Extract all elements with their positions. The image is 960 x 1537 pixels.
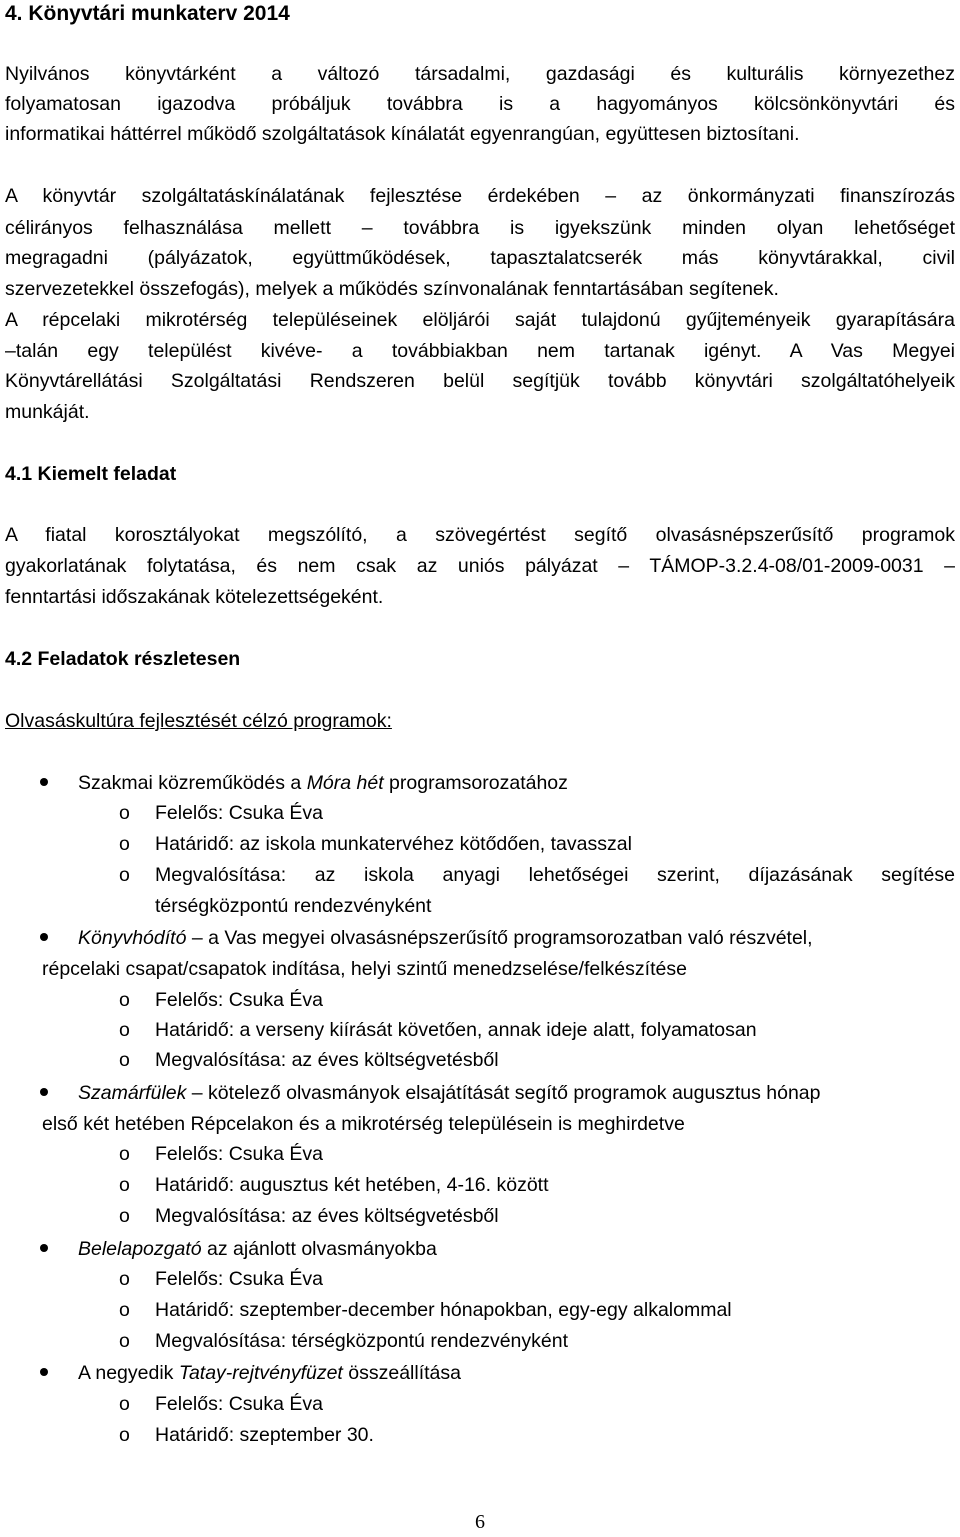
para2-line-4: szervezetekkel összefogás), melyek a működés színvonalának fenntartásában segítenek. xyxy=(5,278,779,300)
item-2-cont: répcelaki csapat/csapatok indítása, helyi szintű menedzselése/felkészítése xyxy=(42,958,687,980)
bullet-icon xyxy=(40,1244,48,1252)
item-1-deadline: Határidő: az iskola munkatervéhez kötődően, tavasszal xyxy=(155,833,632,855)
item-1-implementation: Megvalósítása: az iskola anyagi lehetőségei szerint, díjazásának segítése xyxy=(155,864,955,886)
para2-line-3: megragadni (pályázatok, együttműködések, tapasztalatcserék más könyvtárakkal, civil xyxy=(5,247,955,269)
item-2-implementation: Megvalósítása: az éves költségvetésből xyxy=(155,1049,499,1071)
sub-marker: o xyxy=(119,989,130,1011)
page-number: 6 xyxy=(475,1511,485,1533)
bullet-icon xyxy=(40,1088,48,1096)
sub-marker: o xyxy=(119,1424,130,1446)
item-3: Szamárfülek – kötelező olvasmányok elsajátítását segítő programok augusztus hónap xyxy=(78,1082,821,1104)
section-41-line-3: fenntartási időszakának kötelezettségeként. xyxy=(5,586,384,608)
sub-marker: o xyxy=(119,864,130,886)
sub-marker: o xyxy=(119,1393,130,1415)
item-1-implementation-cont: térségközpontú rendezvényként xyxy=(155,895,432,917)
para2-line-2: célirányos felhasználása mellett – továbbra is igyekszünk minden olyan lehetőséget xyxy=(5,217,955,239)
item-2-deadline: Határidő: a verseny kiírását követően, annak ideje alatt, folyamatosan xyxy=(155,1019,757,1041)
section-41-line-2: gyakorlatának folytatása, és nem csak az uniós pályázat – TÁMOP-3.2.4-08/01-2009-0031 – xyxy=(5,555,955,577)
item-5-responsible: Felelős: Csuka Éva xyxy=(155,1393,323,1415)
item-4: Belelapozgató az ajánlott olvasmányokba xyxy=(78,1238,437,1260)
sub-marker: o xyxy=(119,1268,130,1290)
section-41-line-1: A fiatal korosztályokat megszólító, a szövegértést segítő olvasásnépszerűsítő programok xyxy=(5,524,955,546)
para2-line-1: A könyvtár szolgáltatáskínálatának fejlesztése érdekében – az önkormányzati finanszírozás xyxy=(5,185,955,207)
item-3-responsible: Felelős: Csuka Éva xyxy=(155,1143,323,1165)
item-4-implementation: Megvalósítása: térségközpontú rendezvényként xyxy=(155,1330,568,1352)
page-heading: 4. Könyvtári munkaterv 2014 xyxy=(5,2,290,25)
sub-marker: o xyxy=(119,1143,130,1165)
para2-line-6: –talán egy települést kivéve- a továbbiakban nem tartanak igényt. A Vas Megyei xyxy=(5,340,955,362)
item-1-responsible: Felelős: Csuka Éva xyxy=(155,802,323,824)
sub-marker: o xyxy=(119,1299,130,1321)
bullet-icon xyxy=(40,778,48,786)
para2-line-7: Könyvtárellátási Szolgáltatási Rendszeren belül segítjük tovább könyvtári szolgáltatóhelyeik xyxy=(5,370,955,392)
section-42-subtitle: Olvasáskultúra fejlesztését célzó programok: xyxy=(5,710,392,732)
para2-line-5: A répcelaki mikrotérség településeinek elöljárói saját tulajdonú gyűjteményeik gyarapítására xyxy=(5,309,955,331)
item-5-deadline: Határidő: szeptember 30. xyxy=(155,1424,374,1446)
item-3-implementation: Megvalósítása: az éves költségvetésből xyxy=(155,1205,499,1227)
sub-marker: o xyxy=(119,1019,130,1041)
item-2: Könyvhódító – a Vas megyei olvasásnépszerűsítő programsorozatban való részvétel, xyxy=(78,927,813,949)
intro-line-2: folyamatosan igazodva próbáljuk továbbra is a hagyományos kölcsönkönyvtári és xyxy=(5,93,955,115)
item-2-responsible: Felelős: Csuka Éva xyxy=(155,989,323,1011)
item-3-deadline: Határidő: augusztus két hetében, 4-16. között xyxy=(155,1174,549,1196)
item-4-deadline: Határidő: szeptember-december hónapokban, egy-egy alkalommal xyxy=(155,1299,732,1321)
sub-marker: o xyxy=(119,833,130,855)
item-1: Szakmai közreműködés a Móra hét programsorozatához xyxy=(78,772,568,794)
sub-marker: o xyxy=(119,802,130,824)
sub-marker: o xyxy=(119,1330,130,1352)
sub-marker: o xyxy=(119,1174,130,1196)
sub-marker: o xyxy=(119,1205,130,1227)
item-3-cont: első két hetében Répcelakon és a mikrotérség településein is meghirdetve xyxy=(42,1113,685,1135)
section-41-title: 4.1 Kiemelt feladat xyxy=(5,463,177,485)
sub-marker: o xyxy=(119,1049,130,1071)
item-4-responsible: Felelős: Csuka Éva xyxy=(155,1268,323,1290)
item-5: A negyedik Tatay-rejtvényfüzet összeállítása xyxy=(78,1362,462,1384)
bullet-icon xyxy=(40,933,48,941)
bullet-icon xyxy=(40,1368,48,1376)
intro-line-1: Nyilvános könyvtárként a változó társadalmi, gazdasági és kulturális környezethez xyxy=(5,63,955,85)
section-42-title: 4.2 Feladatok részletesen xyxy=(5,648,241,670)
para2-line-8: munkáját. xyxy=(5,401,90,423)
intro-line-3: informatikai háttérrel működő szolgáltatások kínálatát egyenrangúan, együttesen biztosítani. xyxy=(5,123,800,145)
